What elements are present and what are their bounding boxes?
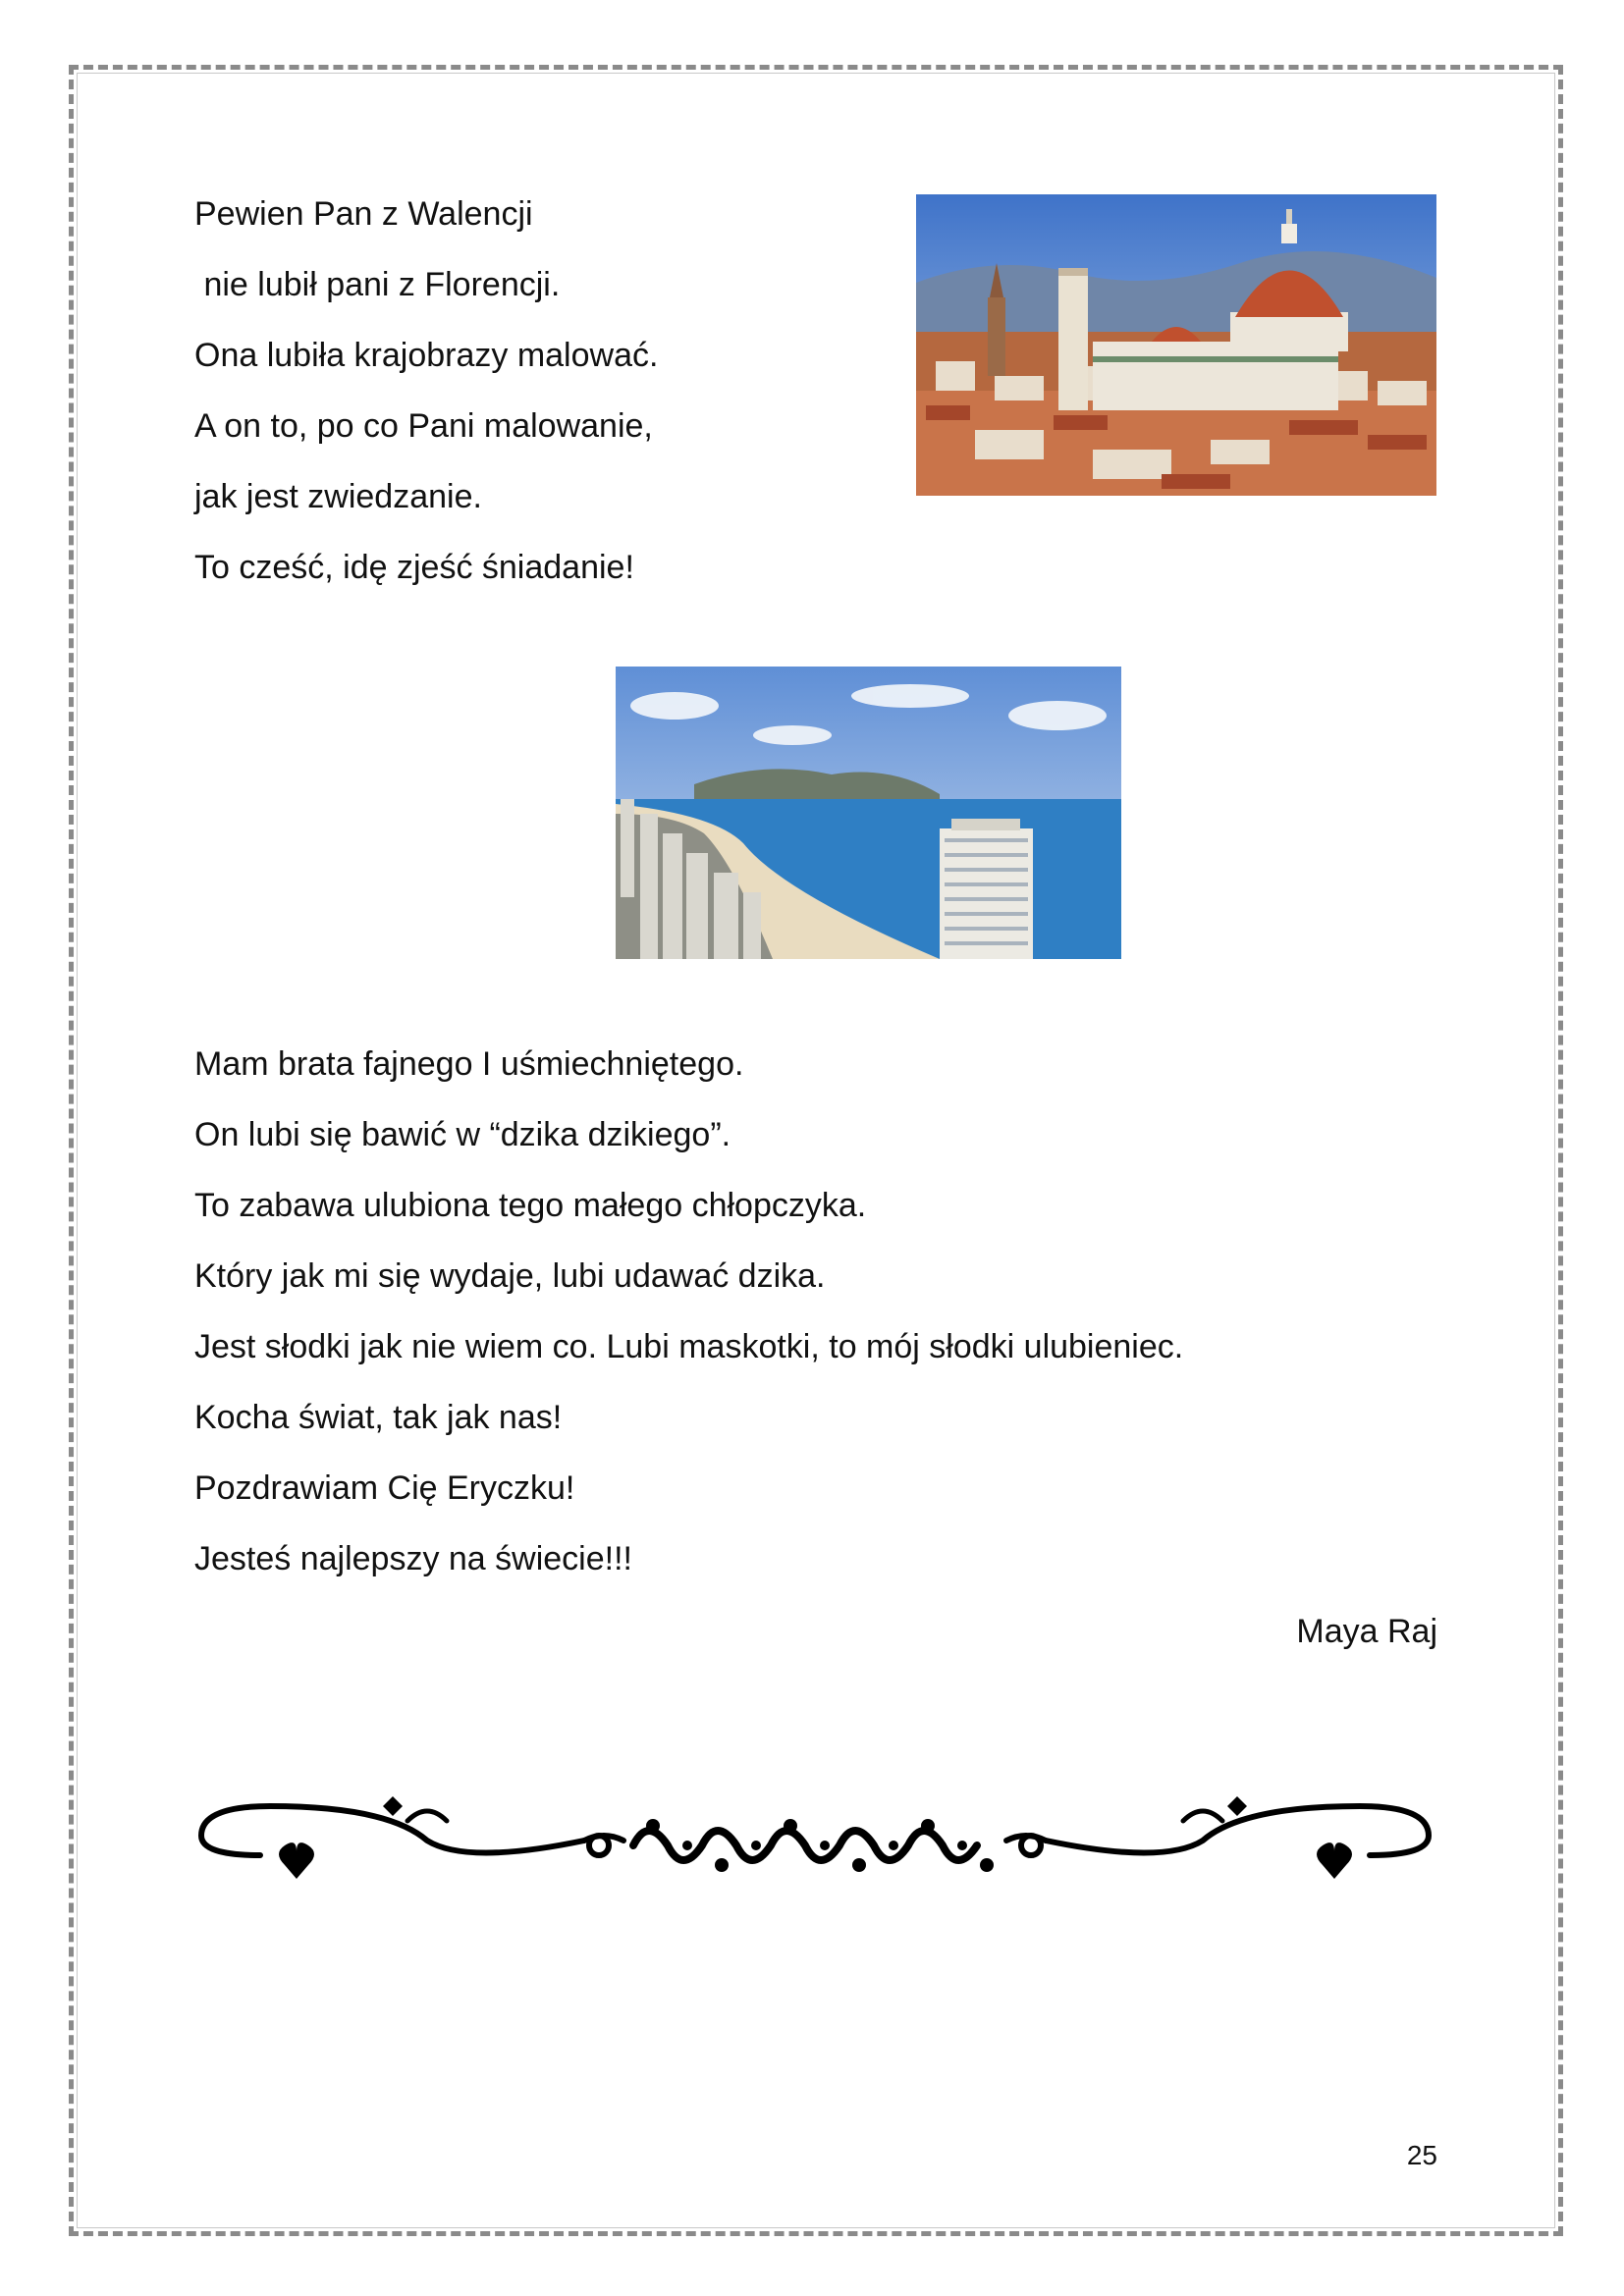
poem1-line-4: A on to, po co Pani malowanie, <box>194 407 653 445</box>
poem1-line-3: Ona lubiła krajobrazy malować. <box>194 337 659 374</box>
poem1-line-1: Pewien Pan z Walencji <box>194 195 533 233</box>
poem1-line-5: jak jest zwiedzanie. <box>194 478 482 515</box>
poem2-line-6: Kocha świat, tak jak nas! <box>194 1399 563 1436</box>
florence-cityscape-photo <box>916 194 1436 496</box>
poem1-line-6: To cześć, idę zjeść śniadanie! <box>194 549 634 586</box>
page-number: 25 <box>1406 2140 1437 2170</box>
poem2-line-1: Mam brata fajnego I uśmiechniętego. <box>194 1045 744 1083</box>
poem2-line-5: Jest słodki jak nie wiem co. Lubi maskotki, to mój słodki ulubieniec. <box>194 1328 1184 1365</box>
poem2-line-2: On lubi się bawić w “dzika dzikiego”. <box>194 1116 731 1153</box>
poem2-line-8: Jesteś najlepszy na świecie!!! <box>194 1540 632 1577</box>
poem2-line-3: To zabawa ulubiona tego małego chłopczyka. <box>194 1187 867 1224</box>
poem2-line-7: Pozdrawiam Cię Eryczku! <box>194 1469 575 1507</box>
poem2-line-4: Który jak mi się wydaje, lubi udawać dzika. <box>194 1257 826 1295</box>
benidorm-coast-photo <box>616 667 1121 959</box>
ornamental-divider <box>191 1787 1438 1895</box>
poem1-line-2: nie lubił pani z Florencji. <box>194 266 561 303</box>
author-signature: Maya Raj <box>1296 1613 1437 1650</box>
